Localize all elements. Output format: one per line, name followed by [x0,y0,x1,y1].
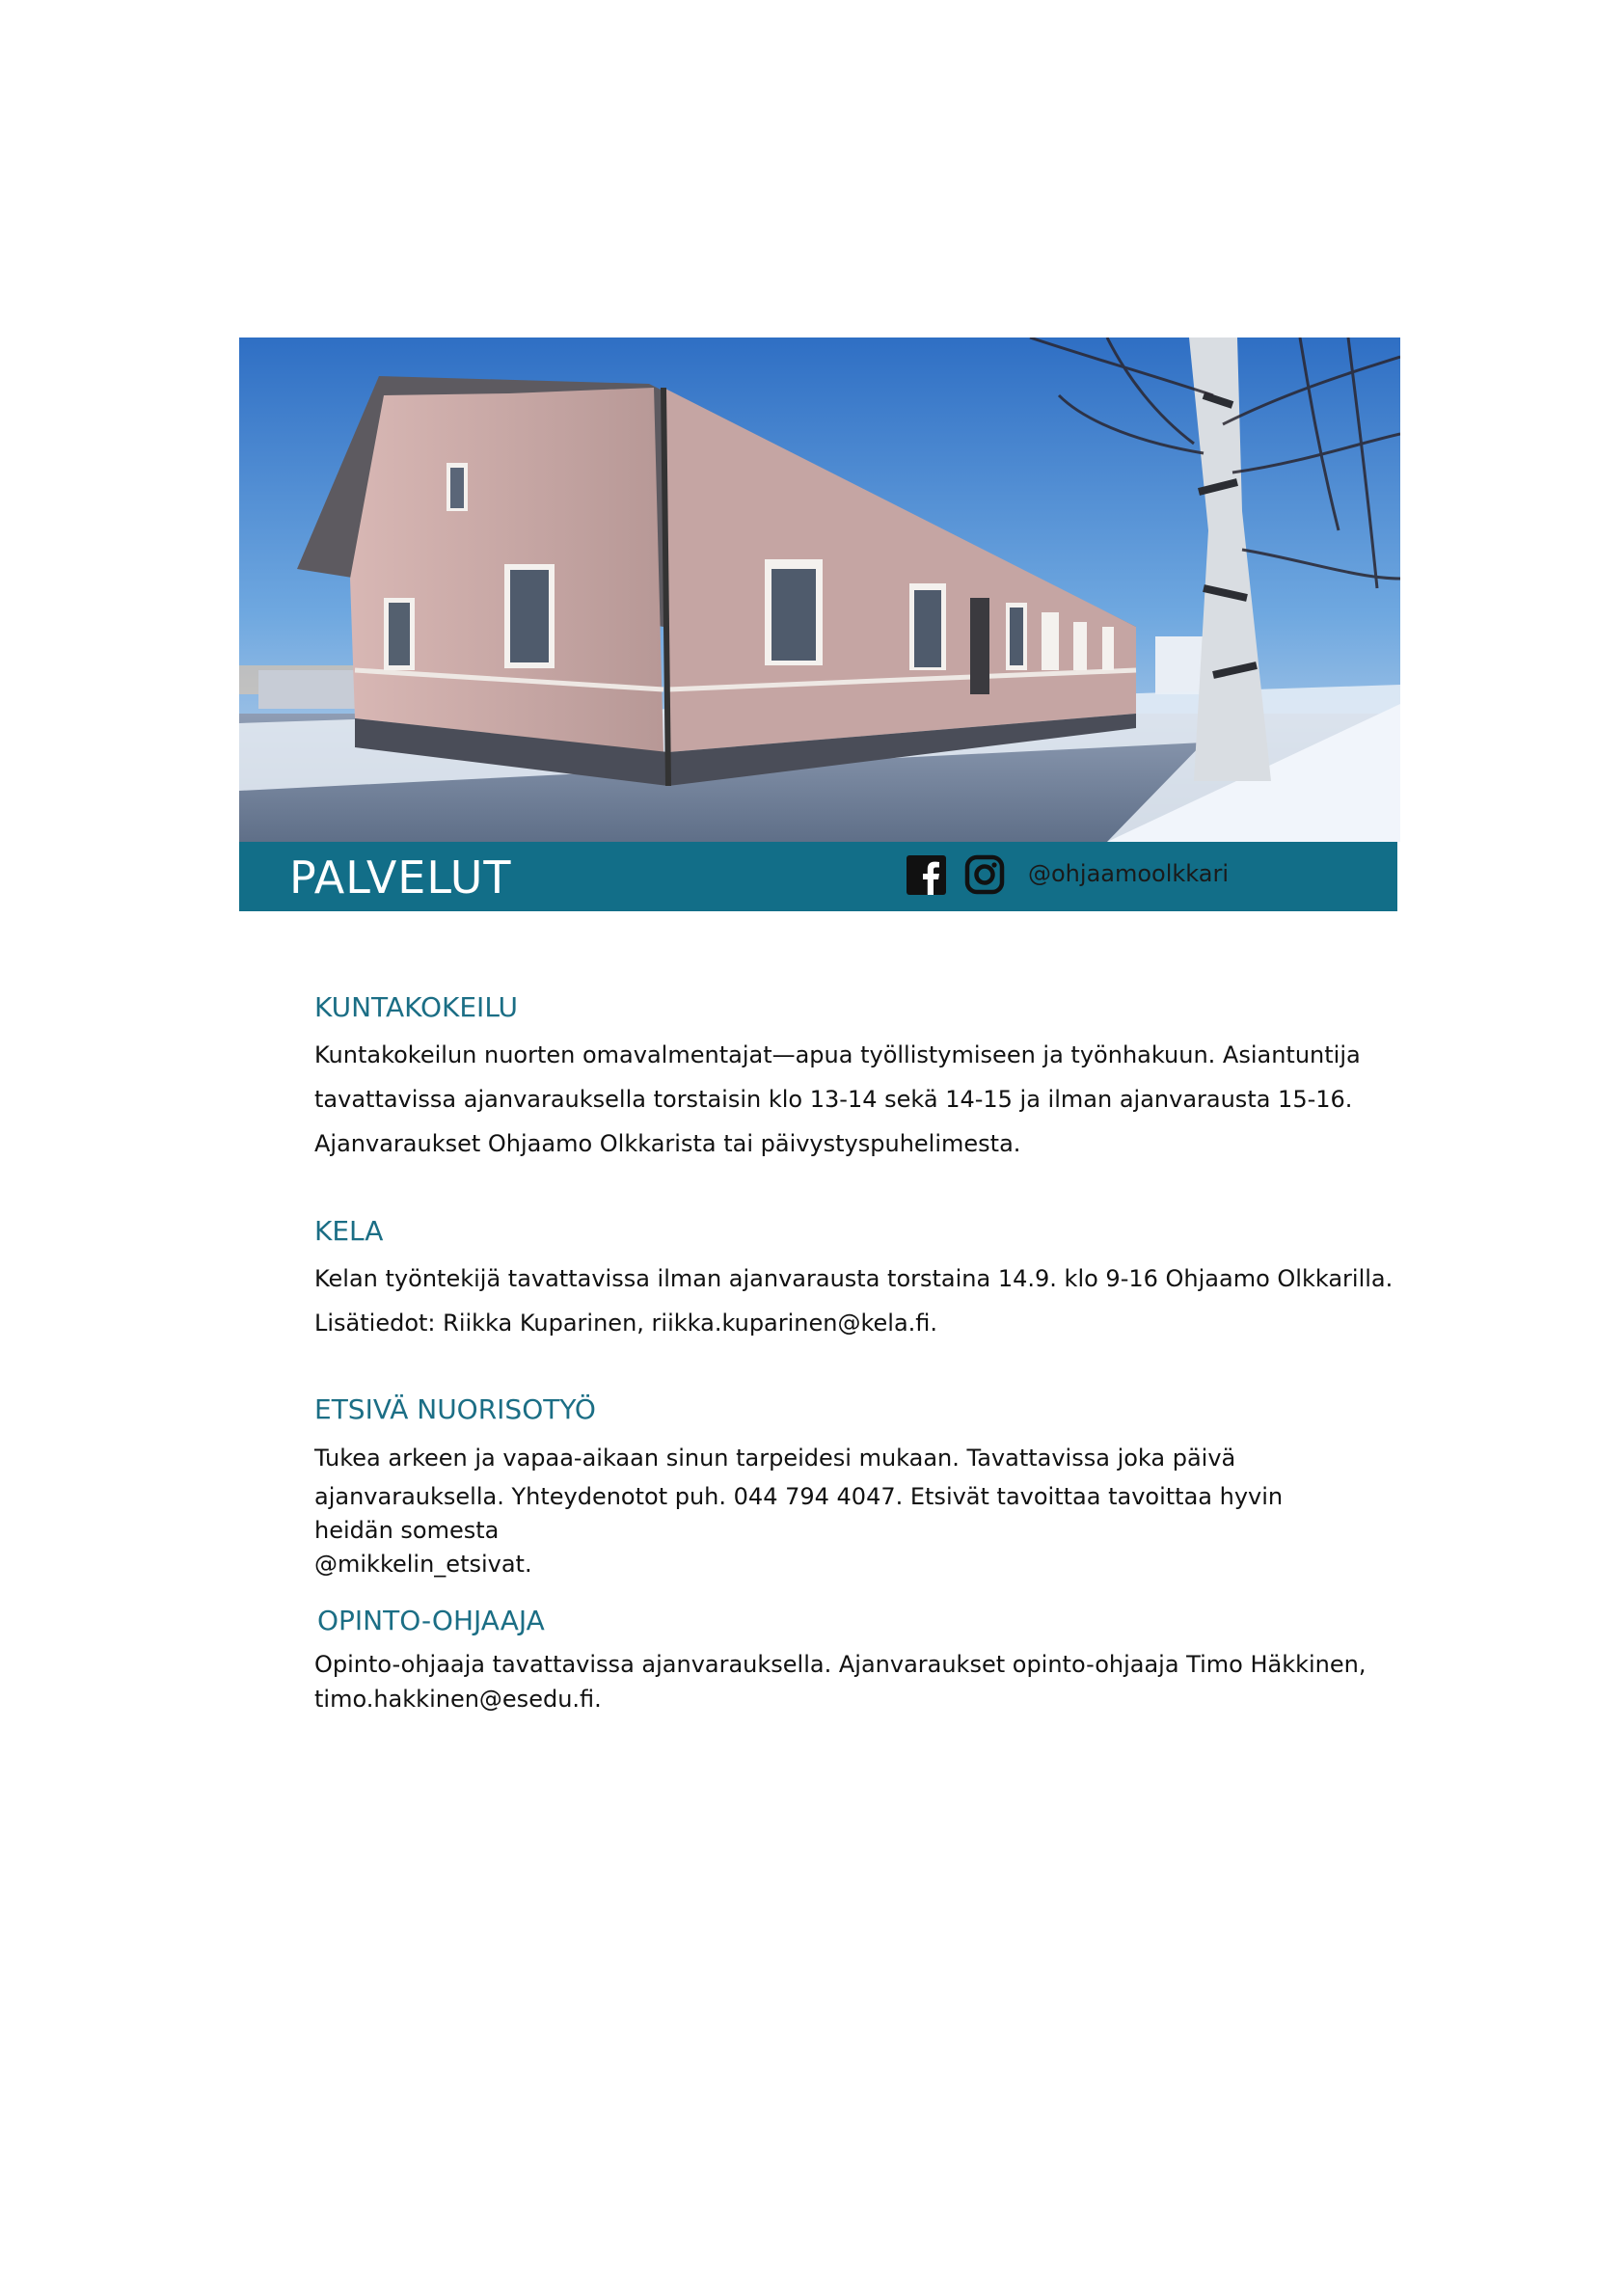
section-text: Ajanvaraukset Ohjaamo Olkkarista tai päivystyspuhelimesta. [314,1130,1021,1157]
section-heading: KUNTAKOKEILU [314,991,519,1023]
page-title: PALVELUT [289,851,512,904]
section-text: Opinto-ohjaaja tavattavissa ajanvarauksella. Ajanvaraukset opinto-ohjaaja Timo Häkkinen, [314,1651,1367,1678]
section-text: @mikkelin_etsivat. [314,1551,532,1578]
section-text: timo.hakkinen@esedu.fi. [314,1686,602,1713]
section-text: ajanvarauksella. Yhteydenotot puh. 044 794 4047. Etsivät tavoittaa tavoittaa hyvin [314,1483,1284,1510]
hero-photo [239,338,1400,842]
section-text: Kuntakokeilun nuorten omavalmentajat—apua työllistymiseen ja työnhakuun. Asiantuntija [314,1041,1361,1068]
facebook-icon[interactable] [907,855,946,895]
section-heading: ETSIVÄ NUORISOTYÖ [314,1393,596,1425]
social-handle[interactable]: @ohjaamoolkkari [1028,860,1230,887]
section-text: heidän somesta [314,1517,500,1544]
building-photo-illustration [239,338,1400,842]
section-text: tavattavissa ajanvarauksella torstaisin klo 13-14 sekä 14-15 ja ilman ajanvarausta 15-16. [314,1086,1353,1113]
section-text: Kelan työntekijä tavattavissa ilman ajanvarausta torstaina 14.9. klo 9-16 Ohjaamo Olkkarilla. [314,1265,1394,1292]
section-text: Tukea arkeen ja vapaa-aikaan sinun tarpeidesi mukaan. Tavattavissa joka päivä [314,1445,1236,1472]
section-text: Lisätiedot: Riikka Kuparinen, riikka.kuparinen@kela.fi. [314,1310,938,1337]
section-heading: KELA [314,1215,384,1247]
section-heading: OPINTO-OHJAAJA [317,1605,545,1636]
header-banner [239,842,1397,911]
instagram-icon[interactable] [964,854,1005,895]
